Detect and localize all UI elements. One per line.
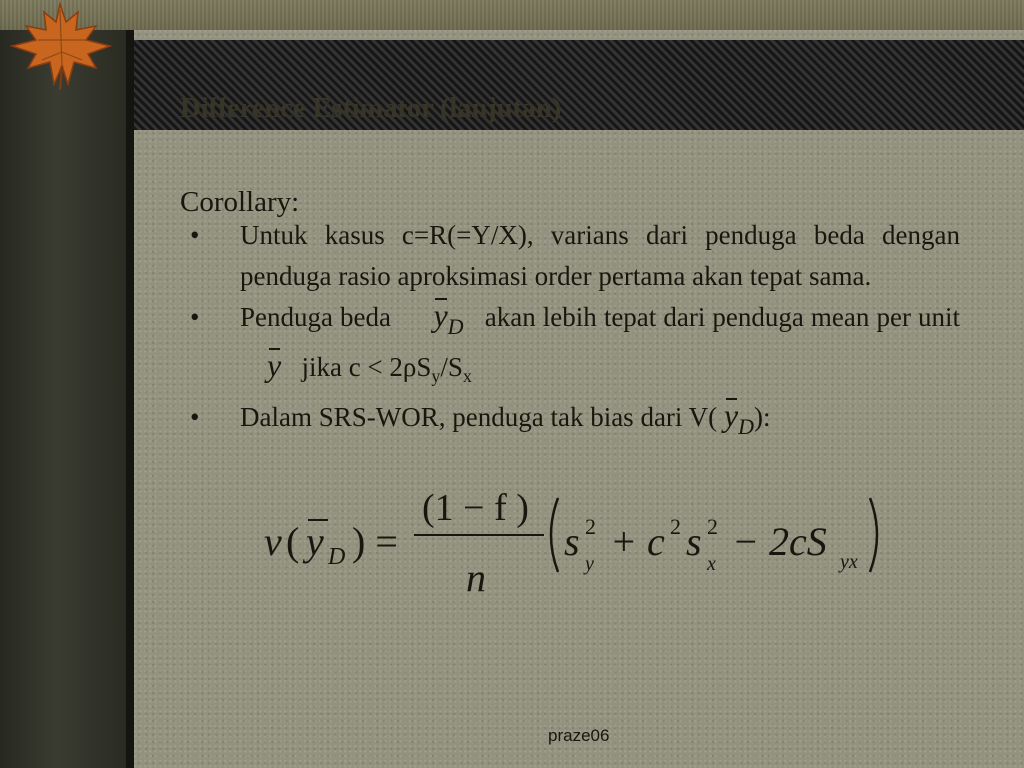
bullet-text: ):: [754, 402, 771, 432]
bullet-icon: •: [190, 220, 200, 250]
formula-minus-2cs: − 2cS: [732, 519, 827, 564]
footer-text: praze06: [548, 726, 610, 745]
bullet-icon: •: [190, 402, 200, 432]
top-texture-band: [0, 0, 1024, 30]
bullet-text: Penduga beda: [240, 302, 392, 332]
y-bar-symbol: y: [723, 397, 739, 433]
bullet-text: jika c < 2ρS: [301, 352, 432, 382]
subscript-d: D: [447, 314, 464, 339]
formula-numerator: (1 − f ): [422, 487, 529, 529]
subscript-x: x: [462, 366, 472, 386]
slide-title: Difference Estimator (lanjutan): [180, 92, 562, 124]
corollary-heading: Corollary:: [180, 186, 300, 218]
y-bar-symbol: y: [267, 347, 282, 383]
bullet-item: [180, 297, 960, 397]
formula-sq: 2: [707, 514, 718, 539]
formula-sq: 2: [670, 514, 681, 539]
formula-plus-c: + c: [610, 519, 665, 564]
y-bar-symbol: y: [433, 297, 448, 333]
slash-s: /S: [440, 352, 463, 382]
formula-sq: 2: [585, 514, 596, 539]
formula-v: v: [264, 519, 282, 564]
bullet-text: akan lebih tepat dari penduga mean per unit: [484, 302, 961, 332]
formula-sub-y: y: [585, 553, 594, 575]
formula-sub-yx: yx: [840, 551, 858, 573]
bullet-item: [180, 397, 960, 447]
left-sidebar-strip: [0, 30, 126, 768]
formula-lparen: (: [286, 519, 300, 564]
subscript-d: D: [738, 414, 755, 439]
bullet-text: Dalam SRS-WOR, penduga tak bias dari V(: [240, 402, 718, 432]
formula-sub-d: D: [328, 544, 346, 570]
maple-leaf-icon: [2, 0, 122, 92]
bullet-item: [180, 215, 960, 297]
slide-content: [180, 182, 960, 447]
formula-ybar: y: [306, 519, 324, 564]
bullet-list: [180, 215, 960, 447]
formula-s: s: [564, 519, 580, 564]
variance-formula: [262, 478, 912, 608]
formula-sub-x: x: [707, 553, 716, 575]
subscript-y: y: [431, 366, 441, 386]
formula-s: s: [686, 519, 702, 564]
slide-panel: [126, 30, 1024, 768]
bullet-text: Untuk kasus c=R(=Y/X), varians dari penduga beda dengan penduga rasio aproksimasi order pertama akan tepat sama.: [240, 220, 960, 291]
bullet-icon: •: [190, 302, 200, 332]
formula-denominator: n: [466, 555, 486, 600]
formula-rparen-eq: ) =: [352, 519, 398, 564]
